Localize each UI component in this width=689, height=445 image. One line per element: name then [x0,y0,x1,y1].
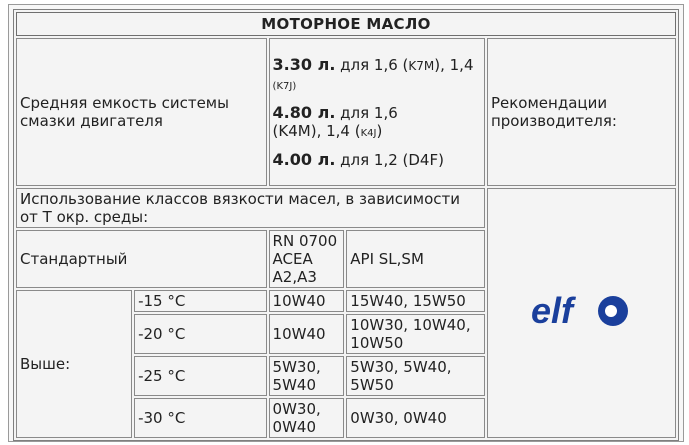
viscosity-label: Использование классов вязкости масел, в зависимости от Т окр. среды: [16,188,485,228]
oil-a-cell: 0W30, 0W40 [269,398,345,438]
temp-cell: -30 °C [134,398,266,438]
temp-cell: -25 °C [134,356,266,396]
capacity-entry: 4.80 л. для 1,6 (K4M), 1,4 (K4J) [272,102,398,140]
standard-label: Стандартный [16,230,267,288]
oil-a-cell: 10W40 [269,290,345,312]
table-title: МОТОРНОЕ МАСЛО [16,12,676,36]
elf-logo [529,291,633,331]
recommendation-label: Рекомендации производителя: [487,38,676,186]
oil-b-cell: 10W30, 10W40, 10W50 [346,314,485,354]
capacity-entry: 4.00 л. для 1,2 (D4F) [272,149,444,169]
standard-api: API SL,SM [346,230,485,288]
motor-oil-table [13,9,679,441]
oil-b-cell: 15W40, 15W50 [346,290,485,312]
temp-cell: -15 °C [134,290,266,312]
document-sheet [8,4,684,442]
oil-b-cell: 5W30, 5W40, 5W50 [346,356,485,396]
capacity-label: Средняя емкость системы смазки двигателя [16,38,267,186]
capacity-entry: 3.30 л. для 1,6 (K7M), 1,4 (K7J) [272,54,474,92]
oil-a-cell: 10W40 [269,314,345,354]
above-label: Выше: [16,290,132,438]
svg-text:elf: elf [531,291,574,331]
oil-b-cell: 0W30, 0W40 [346,398,485,438]
oil-a-cell: 5W30, 5W40 [269,356,345,396]
capacity-values [269,38,485,186]
standard-spec: RN 0700 ACEA A2,A3 [269,230,345,288]
temp-cell: -20 °C [134,314,266,354]
logo-cell [487,188,676,438]
